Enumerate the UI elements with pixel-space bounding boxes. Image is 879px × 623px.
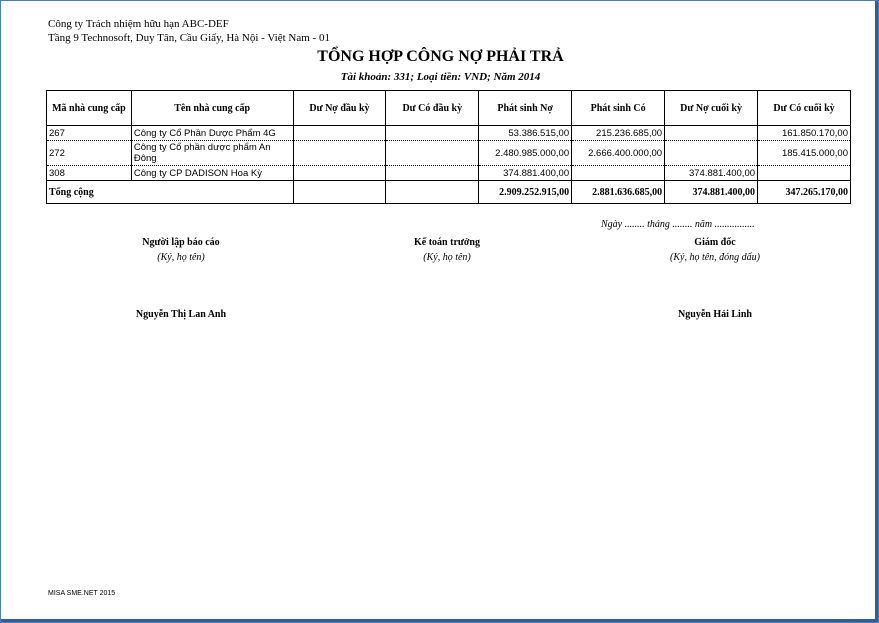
company-name: Công ty Trách nhiệm hữu hạn ABC-DEF [48,18,229,30]
cell-opening-credit [386,166,479,181]
cell-closing-credit: 185.415.000,00 [758,141,851,166]
cell-closing-credit [758,166,851,181]
cell-closing-debit: 374.881.400,00 [665,166,758,181]
cell-opening-credit [386,141,479,166]
cell-credit [572,166,665,181]
company-address: Tầng 9 Technosoft, Duy Tân, Cầu Giấy, Hà Nội - Việt Nam - 01 [48,32,330,44]
cell-debit: 374.881.400,00 [479,166,572,181]
director-title: Giám đốc [694,237,736,248]
accountant-title: Kế toán trưởng [414,237,480,248]
cell-credit: 2.666.400.000,00 [572,141,665,166]
cell-code: 272 [47,141,132,166]
accountant-signature-block [347,237,547,263]
col-header-closing-credit: Dư Có cuối kỳ [758,91,851,126]
table-row [47,166,851,181]
total-closing-debit: 374.881.400,00 [665,181,758,204]
col-header-closing-debit: Dư Nợ cuối kỳ [665,91,758,126]
total-debit: 2.909.252.915,00 [479,181,572,204]
table-header-row [47,91,851,126]
report-title: TỔNG HỢP CÔNG NỢ PHẢI TRẢ [317,48,564,65]
cell-opening-debit [293,166,386,181]
date-line: Ngày ........ tháng ........ năm ................ [601,219,755,230]
total-label: Tổng cộng [47,181,294,204]
total-closing-credit: 347.265.170,00 [758,181,851,204]
cell-name: Công ty Cổ Phần Dược Phẩm 4G [131,126,293,141]
col-header-credit: Phát sinh Có [572,91,665,126]
accountant-note: (Ký, họ tên) [423,252,471,263]
total-credit: 2.881.636.685,00 [572,181,665,204]
col-header-opening-credit: Dư Có đầu kỳ [386,91,479,126]
table-row [47,141,851,166]
company-info [48,17,330,45]
col-header-supplier-code: Mã nhà cung cấp [47,91,132,126]
cell-closing-credit: 161.850.170,00 [758,126,851,141]
col-header-supplier-name: Tên nhà cung cấp [131,91,293,126]
report-subtitle: Tài khoản: 331; Loại tiền: VND; Năm 2014 [340,71,541,83]
cell-closing-debit [665,126,758,141]
preparer-name: Nguyễn Thị Lan Anh [135,309,227,320]
col-header-opening-debit: Dư Nợ đầu kỳ [293,91,386,126]
cell-closing-debit [665,141,758,166]
director-note: (Ký, họ tên, đóng dấu) [670,252,760,263]
cell-name: Công ty Cổ phần dược phẩm An Đông [131,141,293,166]
table-total-row [47,181,851,204]
payables-table [46,90,851,204]
cell-debit: 53.386.515,00 [479,126,572,141]
cell-opening-debit [293,126,386,141]
table-row [47,126,851,141]
total-opening-debit [293,181,386,204]
preparer-signature-block [81,237,281,263]
cell-code: 308 [47,166,132,181]
director-name: Nguyễn Hải Linh [678,309,752,320]
preparer-title: Người lập báo cáo [142,237,220,248]
director-signature-block [615,237,815,263]
cell-code: 267 [47,126,132,141]
cell-debit: 2.480.985.000,00 [479,141,572,166]
cell-opening-credit [386,126,479,141]
preparer-note: (Ký, họ tên) [157,252,205,263]
cell-credit: 215.236.685,00 [572,126,665,141]
total-opening-credit [386,181,479,204]
cell-opening-debit [293,141,386,166]
cell-name: Công ty CP DADISON Hoa Kỳ [131,166,293,181]
col-header-debit: Phát sinh Nợ [479,91,572,126]
footer-brand: MISA SME.NET 2015 [48,590,116,597]
